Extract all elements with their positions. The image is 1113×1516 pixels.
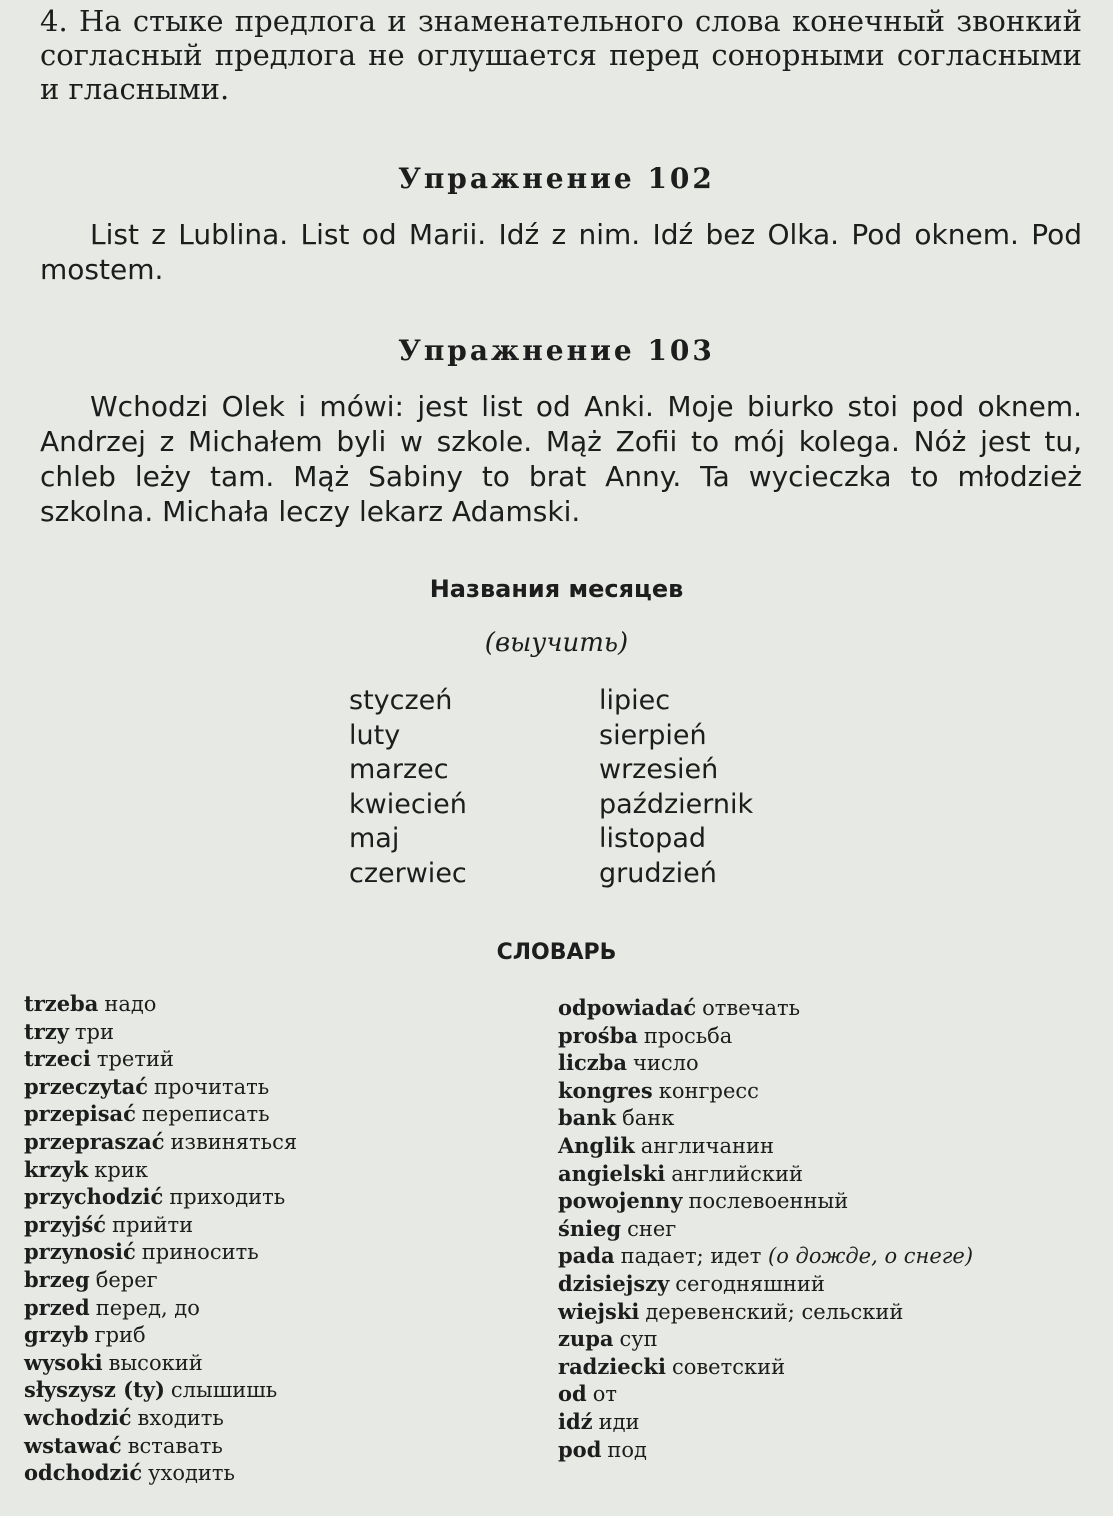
- dictionary-entry: [558, 1160, 973, 1188]
- entry-polish: radziecki: [558, 1353, 666, 1379]
- entry-russian: надо: [104, 992, 157, 1016]
- entry-russian: крик: [94, 1157, 148, 1182]
- entry-polish: przepraszać: [24, 1128, 165, 1154]
- dictionary-entry: [24, 1128, 297, 1156]
- month-item: październik: [599, 788, 754, 820]
- dictionary-entry: [558, 1049, 973, 1077]
- entry-russian: иди: [598, 1409, 640, 1434]
- entry-russian: послевоенный: [688, 1189, 849, 1214]
- entry-russian: падает; идет: [620, 1244, 762, 1269]
- entry-polish: krzyk: [24, 1156, 89, 1182]
- dictionary-entry: [558, 1104, 973, 1132]
- month-item: maj: [349, 823, 400, 854]
- dictionary-entry: [24, 1404, 297, 1432]
- entry-polish: odpowiadać: [558, 995, 697, 1020]
- entry-polish: bank: [558, 1105, 617, 1131]
- dictionary-entry: [558, 1242, 973, 1270]
- month-item: sierpień: [599, 719, 707, 751]
- dictionary-entry: [24, 1266, 297, 1294]
- entry-note: (о дожде, о снеге): [768, 1244, 974, 1269]
- dictionary-right-column: [558, 994, 973, 1463]
- entry-polish: brzeg: [24, 1266, 90, 1292]
- exercise-103-text: [40, 389, 1082, 529]
- entry-polish: trzy: [24, 1018, 69, 1044]
- entry-polish: wiejski: [558, 1298, 640, 1324]
- entry-polish: przed: [24, 1294, 90, 1320]
- dictionary-entry: [558, 1132, 973, 1160]
- dictionary-entry: [24, 1321, 297, 1349]
- dictionary-entry: [558, 994, 973, 1022]
- entry-polish: trzeba: [24, 991, 99, 1016]
- months-title: Названия месяцев: [429, 575, 684, 603]
- entry-russian: входить: [137, 1405, 224, 1430]
- entry-polish: Anglik: [558, 1132, 635, 1158]
- entry-polish: wstawać: [24, 1432, 122, 1458]
- entry-polish: przynosić: [24, 1239, 136, 1265]
- entry-russian: приносить: [141, 1240, 259, 1265]
- entry-russian: извиняться: [170, 1129, 298, 1154]
- dictionary-title: СЛОВАРЬ: [496, 940, 617, 965]
- entry-russian: высокий: [108, 1350, 203, 1375]
- entry-polish: słyszysz (ty): [24, 1377, 165, 1403]
- month-item: listopad: [599, 823, 706, 854]
- entry-russian: перед, до: [95, 1295, 200, 1320]
- entry-polish: idź: [558, 1408, 593, 1434]
- dictionary-entry: [24, 1238, 297, 1266]
- entry-russian: деревенский; сельский: [645, 1299, 904, 1324]
- entry-russian: просьба: [643, 1023, 733, 1048]
- entry-russian: от: [592, 1382, 617, 1407]
- dictionary-entry: [24, 1073, 297, 1101]
- dictionary-entry: [558, 1215, 973, 1243]
- month-item: kwiecień: [349, 788, 467, 820]
- entry-russian: англичанин: [640, 1133, 775, 1158]
- entry-russian: переписать: [141, 1102, 270, 1127]
- dictionary-entry: [24, 1183, 297, 1211]
- dictionary-entry: [558, 1408, 973, 1436]
- month-item: styczeń: [349, 685, 453, 716]
- entry-polish: przyjść: [24, 1211, 107, 1237]
- entry-polish: wysoki: [24, 1349, 103, 1375]
- entry-russian: вставать: [127, 1433, 223, 1458]
- dictionary-entry: [558, 1022, 973, 1050]
- entry-russian: приходить: [169, 1185, 286, 1210]
- months-list-right: [599, 684, 753, 891]
- months-note: (выучить): [484, 628, 629, 658]
- dictionary-entry: [558, 1077, 973, 1105]
- entry-polish: przepisać: [24, 1101, 136, 1127]
- rule-4-text: 4. На стыке предлога и знаменательного слова конечный звонкий согласный предлога не оглушается перед сонорными согласными и гласными.: [40, 4, 1082, 106]
- entry-polish: śnieg: [558, 1215, 622, 1241]
- dictionary-entry: [558, 1353, 973, 1381]
- entry-polish: angielski: [558, 1160, 666, 1186]
- entry-polish: przychodzić: [24, 1184, 164, 1210]
- entry-russian: банк: [622, 1106, 675, 1131]
- month-item: marzec: [349, 754, 449, 785]
- dictionary-entry: [24, 1432, 297, 1460]
- dictionary-entry: [24, 1376, 297, 1404]
- entry-russian: третий: [96, 1047, 174, 1072]
- dictionary-entry: [24, 1211, 297, 1239]
- entry-polish: wchodzić: [24, 1404, 132, 1430]
- exercise-103-body: Wchodzi Olek i mówi: jest list od Anki. Moje biurko stoi pod oknem. Andrzej z Michałem byli w szkole. Mąż Zofii to mój kolega. Nóż jest tu, chleb leży tam. Mąż Sabiny to brat Anny. Ta wycieczka to młodzież szkolna. Michała leczy lekarz Adamski.: [40, 390, 1082, 528]
- months-list-left: [349, 684, 467, 891]
- dictionary-entry: [24, 1100, 297, 1128]
- dictionary-entry: [558, 1270, 973, 1298]
- entry-polish: prośba: [558, 1022, 638, 1048]
- entry-polish: kongres: [558, 1077, 653, 1103]
- dictionary-entry: [558, 1298, 973, 1326]
- dictionary-entry: [24, 1156, 297, 1184]
- entry-polish: grzyb: [24, 1322, 89, 1348]
- month-item: wrzesień: [599, 754, 719, 785]
- dictionary-entry: [24, 1018, 297, 1046]
- entry-russian: сегодняшний: [675, 1271, 825, 1296]
- exercise-102-body: List z Lublina. List od Marii. Idź z nim. Idź bez Olka. Pod oknem. Pod mostem.: [40, 218, 1082, 286]
- exercise-103-title: Упражнение 103: [398, 334, 715, 367]
- dictionary-entry: [558, 1325, 973, 1353]
- dictionary-entry: [24, 1459, 297, 1487]
- entry-russian: число: [632, 1051, 699, 1076]
- entry-polish: trzeci: [24, 1046, 91, 1072]
- entry-russian: суп: [619, 1327, 658, 1352]
- entry-russian: гриб: [94, 1323, 146, 1348]
- entry-russian: три: [74, 1019, 114, 1044]
- entry-russian: прийти: [112, 1212, 194, 1237]
- month-item: luty: [349, 719, 401, 751]
- dictionary-entry: [24, 1045, 297, 1073]
- dictionary-entry: [24, 990, 297, 1018]
- dictionary-entry: [558, 1436, 973, 1464]
- exercise-102-text: [40, 217, 1082, 287]
- entry-russian: берег: [95, 1267, 158, 1292]
- entry-polish: odchodzić: [24, 1460, 143, 1486]
- month-item: czerwiec: [349, 857, 467, 889]
- month-item: lipiec: [599, 685, 671, 716]
- entry-polish: powojenny: [558, 1188, 683, 1214]
- dictionary-entry: [24, 1294, 297, 1322]
- entry-polish: zupa: [558, 1326, 614, 1352]
- exercise-102-title: Упражнение 102: [398, 162, 715, 195]
- entry-russian: слышишь: [170, 1378, 278, 1403]
- entry-russian: советский: [671, 1354, 786, 1379]
- entry-polish: pod: [558, 1436, 602, 1462]
- entry-polish: liczba: [558, 1050, 627, 1076]
- entry-polish: przeczytać: [24, 1073, 149, 1099]
- dictionary-entry: [24, 1349, 297, 1377]
- entry-russian: конгресс: [658, 1078, 759, 1103]
- entry-polish: dzisiejszy: [558, 1270, 670, 1296]
- month-item: grudzień: [599, 857, 717, 889]
- entry-russian: под: [607, 1437, 647, 1462]
- entry-russian: уходить: [148, 1461, 235, 1486]
- entry-polish: od: [558, 1381, 587, 1407]
- entry-russian: отвечать: [702, 996, 801, 1020]
- entry-russian: английский: [671, 1161, 803, 1186]
- entry-russian: снег: [627, 1216, 677, 1241]
- dictionary-entry: [558, 1187, 973, 1215]
- dictionary-entry: [558, 1380, 973, 1408]
- entry-russian: прочитать: [154, 1074, 270, 1099]
- dictionary-left-column: [24, 990, 297, 1487]
- entry-polish: pada: [558, 1243, 615, 1269]
